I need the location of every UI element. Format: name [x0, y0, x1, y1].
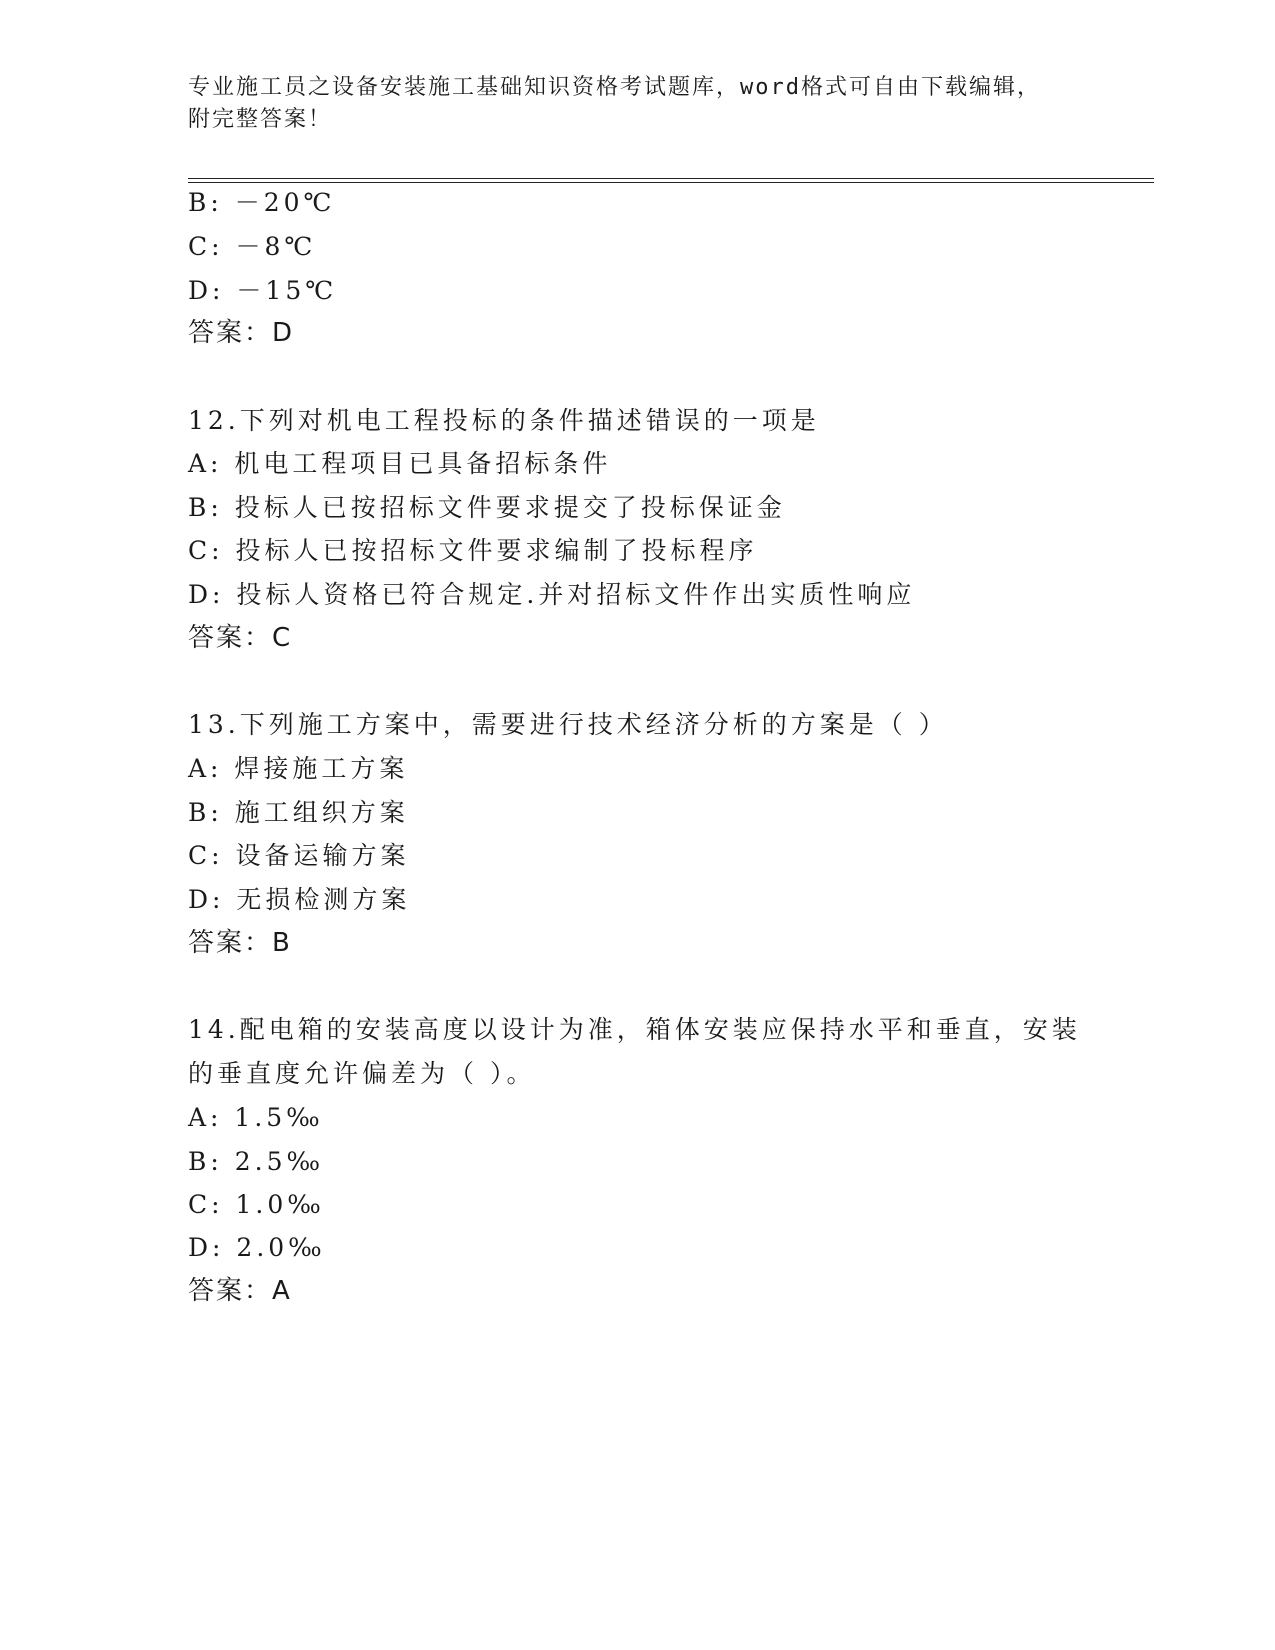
q11-option-b: B: －20℃ — [188, 188, 336, 217]
document-header — [188, 72, 1088, 136]
q12-question: 12.下列对机电工程投标的条件描述错误的一项是 — [188, 406, 820, 435]
q14-option-b: B: 2.5‰ — [188, 1147, 325, 1176]
header-divider — [188, 178, 1154, 183]
q14-question-line-1: 14.配电箱的安装高度以设计为准，箱体安装应保持水平和垂直，安装 — [188, 1015, 1081, 1044]
q13-option-b: B: 施工组织方案 — [188, 798, 409, 827]
q14-answer: 答案：A — [188, 1276, 292, 1306]
q14-question-line-2: 的垂直度允许偏差为（ ）。 — [188, 1059, 536, 1088]
q12-option-d: D: 投标人资格已符合规定.并对招标文件作出实质性响应 — [188, 580, 916, 609]
q12-option-c: C: 投标人已按招标文件要求编制了投标程序 — [188, 536, 758, 565]
q13-answer: 答案：B — [188, 928, 292, 958]
q13-option-d: D: 无损检测方案 — [188, 885, 411, 914]
q14-option-d: D: 2.0‰ — [188, 1233, 326, 1262]
header-line-2: 附完整答案！ — [188, 107, 333, 132]
q14-option-c: C: 1.0‰ — [188, 1190, 325, 1219]
q13-option-a: A: 焊接施工方案 — [188, 754, 409, 783]
q12-answer: 答案：C — [188, 623, 293, 653]
q11-option-c: C: －8℃ — [188, 232, 317, 261]
q11-option-d: D: －15℃ — [188, 276, 338, 305]
q13-option-c: C: 设备运输方案 — [188, 841, 410, 870]
q14-option-a: A: 1.5‰ — [188, 1103, 324, 1132]
q13-question: 13.下列施工方案中，需要进行技术经济分析的方案是（ ） — [188, 710, 948, 739]
q12-option-b: B: 投标人已按招标文件要求提交了投标保证金 — [188, 493, 786, 522]
q12-option-a: A: 机电工程项目已具备招标条件 — [188, 449, 612, 478]
q11-answer: 答案：D — [188, 318, 295, 348]
header-line-1: 专业施工员之设备安装施工基础知识资格考试题库，word格式可自由下载编辑， — [188, 75, 1041, 100]
